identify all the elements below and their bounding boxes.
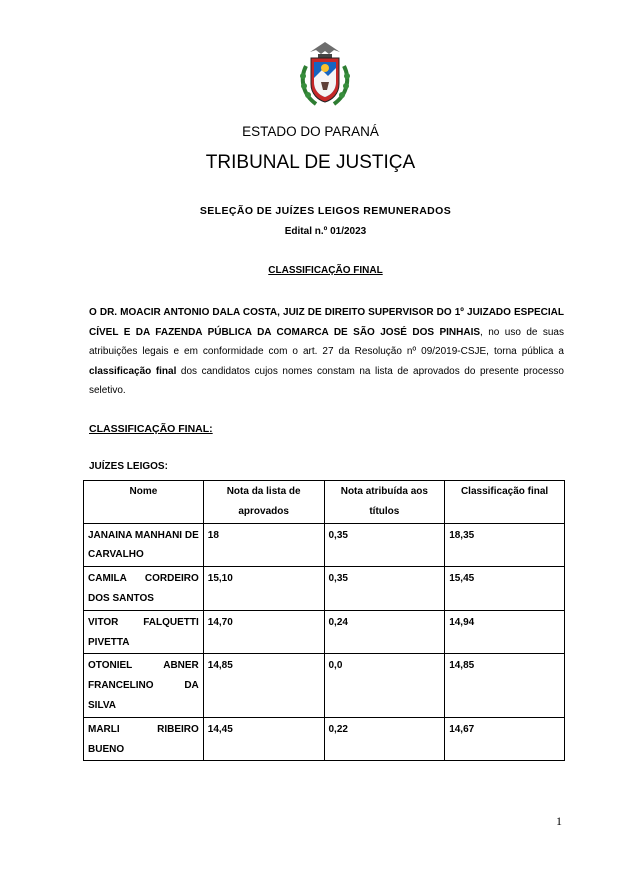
list-score: 14,85 (203, 654, 324, 717)
candidate-name: CAMILA CORDEIRO DOS SANTOS (84, 567, 204, 611)
final-classification-phrase: classificação final (89, 365, 177, 377)
table-label: JUÍZES LEIGOS: (89, 461, 168, 472)
paragraph-text-1: , no uso de suas atribuições legais e em conformidade com o art. 27 da Resolução nº 09/2019-CSJE, torna pública a (89, 326, 564, 358)
title-score: 0,22 (324, 717, 445, 761)
final-score: 14,94 (445, 610, 565, 654)
candidate-name: OTONIEL ABNER FRANCELINO DA SILVA (84, 654, 204, 717)
final-score: 14,85 (445, 654, 565, 717)
list-score: 14,70 (203, 610, 324, 654)
list-score: 14,45 (203, 717, 324, 761)
title-score: 0,24 (324, 610, 445, 654)
announcement-paragraph (89, 303, 564, 401)
table-row (84, 610, 565, 654)
list-score: 18 (203, 523, 324, 567)
results-table (83, 480, 565, 761)
classification-heading-2: CLASSIFICAÇÃO FINAL: (89, 423, 213, 435)
candidate-name: JANAINA MANHANI DE CARVALHO (84, 523, 204, 567)
candidate-name: MARLI RIBEIRO BUENO (84, 717, 204, 761)
selection-title: SELEÇÃO DE JUÍZES LEIGOS REMUNERADOS (199, 205, 452, 217)
parana-coat-of-arms-icon (296, 38, 354, 108)
table-row (84, 717, 565, 761)
table-row (84, 567, 565, 611)
candidate-name: VITOR FALQUETTI PIVETTA (84, 610, 204, 654)
table-row (84, 523, 565, 567)
paragraph-text-2: dos candidatos cujos nomes constam na lista de aprovados do presente processo seletivo. (89, 365, 564, 397)
final-score: 15,45 (445, 567, 565, 611)
final-score: 14,67 (445, 717, 565, 761)
column-header-final: Classificação final (445, 481, 565, 524)
court-name: TRIBUNAL DE JUSTIÇA (205, 152, 416, 173)
table-header-row (84, 481, 565, 524)
column-header-name: Nome (84, 481, 204, 524)
list-score: 15,10 (203, 567, 324, 611)
column-header-title-score: Nota atribuída aos títulos (324, 481, 445, 524)
title-score: 0,35 (324, 567, 445, 611)
judge-statement: O DR. MOACIR ANTONIO DALA COSTA, JUIZ DE DIREITO SUPERVISOR DO 1º JUIZADO ESPECIAL CÍVEL E DA FAZENDA PÚBLICA DA COMARCA DE SÃO JOSÉ DOS PINHAIS (89, 307, 564, 338)
final-score: 18,35 (445, 523, 565, 567)
state-name: ESTADO DO PARANÁ (242, 124, 379, 139)
edital-number: Edital n.º 01/2023 (284, 226, 367, 237)
classification-heading: CLASSIFICAÇÃO FINAL (268, 265, 383, 276)
column-header-list-score: Nota da lista de aprovados (203, 481, 324, 524)
title-score: 0,35 (324, 523, 445, 567)
table-row (84, 654, 565, 717)
title-score: 0,0 (324, 654, 445, 717)
page-number: 1 (556, 814, 562, 828)
